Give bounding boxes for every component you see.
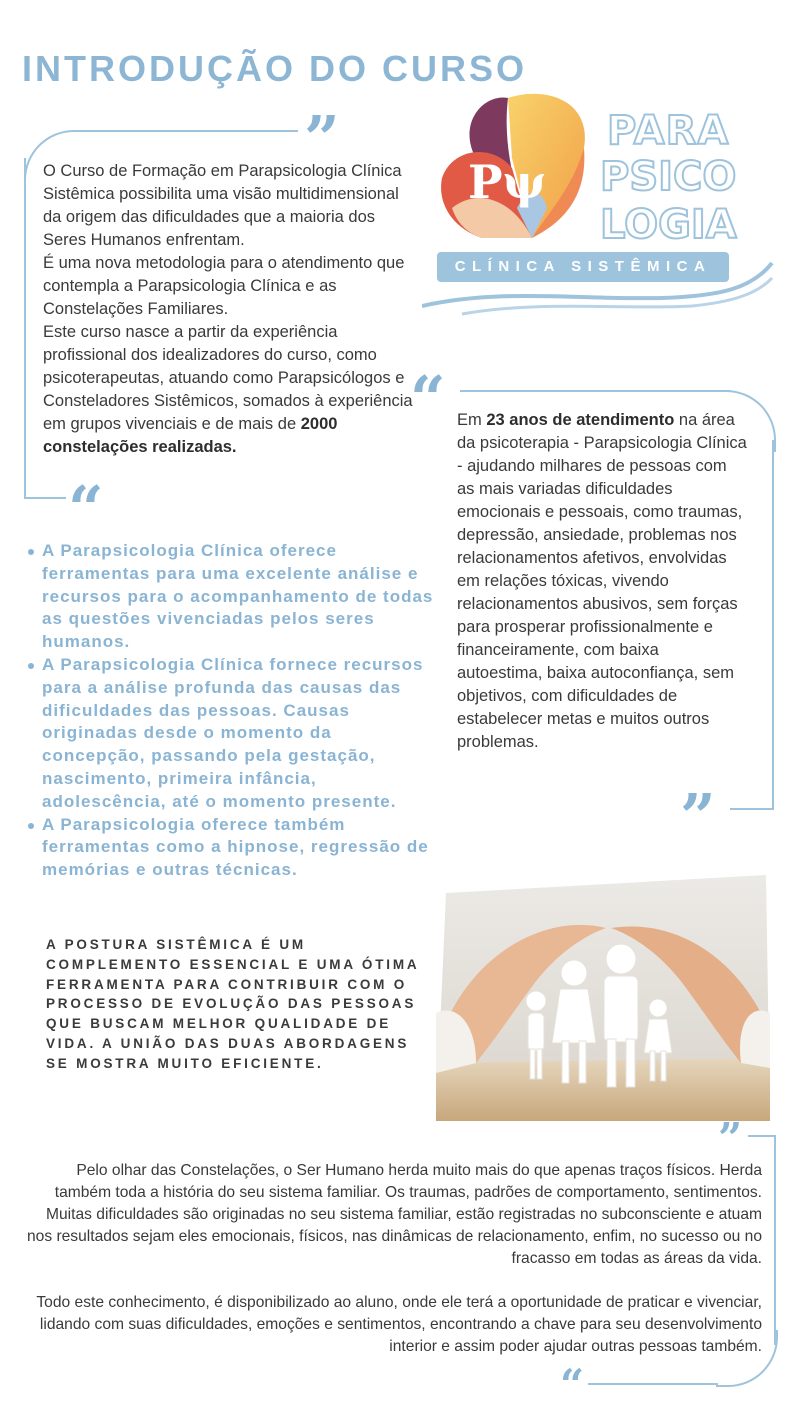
- systemic-statement: A POSTURA SISTÊMICA É UM COMPLEMENTO ESSENCIAL E UMA ÓTIMA FERRAMENTA PARA CONTRIBUIR COM O PROCESSO DE EVOLUÇÃO DAS PESSOAS QUE BUSCAM MELHOR QUALIDADE DE VIDA. A UNIÃO DAS DUAS ABORDAGENS SE MOSTRA MUITO EFICIENTE.: [46, 937, 419, 1071]
- logo-word-psico: PSICO: [600, 154, 737, 200]
- logo-symbol: Pψ: [468, 155, 546, 209]
- frame-line-exp-right: [772, 440, 774, 810]
- frame-line-bottom-bottom: [588, 1383, 718, 1385]
- intro-text: [43, 160, 415, 459]
- frame-line-bottom-top: [748, 1135, 776, 1137]
- frame-line-intro-top: [80, 130, 298, 132]
- logo-word-para: PARA: [607, 108, 730, 154]
- frame-line-intro-bottom: [24, 497, 66, 499]
- bottom-paragraph-2: Todo este conhecimento, é disponibilizado ao aluno, onde ele terá a oportunidade de praticar e vivenciar, lidando com suas dificuldades, emoções e sentimentos, encontrando a chave para seu desenvolvimento interior e assim poder ajudar outras pessoas também.: [36, 1294, 762, 1355]
- bottom-text: [22, 1160, 762, 1380]
- hands-family-image: [436, 873, 770, 1121]
- bullet-list: [28, 540, 438, 882]
- close-quote-icon: ”: [680, 780, 716, 853]
- intro-paragraph-2: É uma nova metodologia para o atendimento que contempla a Parapsicologia Clínica e as Constelações Familiares.: [43, 254, 405, 318]
- close-quote-icon: ”: [304, 102, 340, 175]
- list-item: A Parapsicologia Clínica fornece recursos para a análise profunda das causas das dificuldades das pessoas. Causas originadas desde o momento da concepção, passando pela gestação, nascimento, primeira infância, adolescência, até o momento presente.: [28, 654, 438, 814]
- frame-line-exp-top: [460, 390, 730, 392]
- logo-banner: CLÍNICA SISTÊMICA: [437, 252, 729, 282]
- list-item: A Parapsicologia oferece também ferramentas como a hipnose, regressão de memórias e outras técnicas.: [28, 814, 438, 882]
- close-quote-icon: ”: [718, 1114, 743, 1163]
- logo-word-logia: LOGIA: [600, 202, 737, 248]
- open-quote-icon: “: [560, 1360, 585, 1409]
- experience-text: Em 23 anos de atendimento na área da psicoterapia - Parapsicologia Clínica - ajudando milhares de pessoas com as mais variadas dificuldades emocionais e pessoais, como traumas, depressão, ansiedade, problemas nos relacionamentos afetivos, envolvidas em relações tóxicas, vivendo relacionamentos abusivos, sem forças para prosperar profissionalmente e financeiramente, com baixa autoestima, baixa autoconfiança, sem objetivos, com dificuldades de estabelecer metas e muitos outros problemas.: [457, 411, 747, 751]
- open-quote-icon: “: [68, 472, 104, 545]
- frame-line-intro-left: [24, 158, 26, 498]
- intro-paragraph-1: O Curso de Formação em Parapsicologia Clínica Sistêmica possibilita uma visão multidimensional da origem das dificuldades que a maioria dos Seres Humanos enfrentam.: [43, 162, 402, 249]
- open-quote-icon: “: [410, 362, 446, 435]
- bottom-paragraph-1: Pelo olhar das Constelações, o Ser Humano herda muito mais do que apenas traços físicos. Herda também toda a história do seu sistema familiar. Os traumas, padrões de comportamento, sentimentos. Muitas dificuldades são originadas no seu sistema familiar, estão registradas no subconsciente e atuam nos resultados sejam eles emocionais, físicos, nas dinâmicas de relacionamento, enfim, no sucesso ou no fracasso em todas as áreas da vida.: [26, 1162, 762, 1267]
- intro-paragraph-3: Este curso nasce a partir da experiência profissional dos idealizadores do curso, como psicoterapeutas, atuando como Parapsicólogos e Consteladores Sistêmicos, somados à experiência em grupos vivenciais e de mais de 2000 constelações realizadas.: [43, 323, 413, 456]
- logo: [422, 88, 782, 320]
- page-title: INTRODUÇÃO DO CURSO: [22, 48, 527, 89]
- frame-line-bottom-right: [774, 1135, 776, 1345]
- frame-line-exp-bottom: [730, 808, 774, 810]
- list-item: A Parapsicologia Clínica oferece ferramentas para uma excelente análise e recursos para o acompanhamento de todas as questões vivenciadas pelos seres humanos.: [28, 540, 438, 654]
